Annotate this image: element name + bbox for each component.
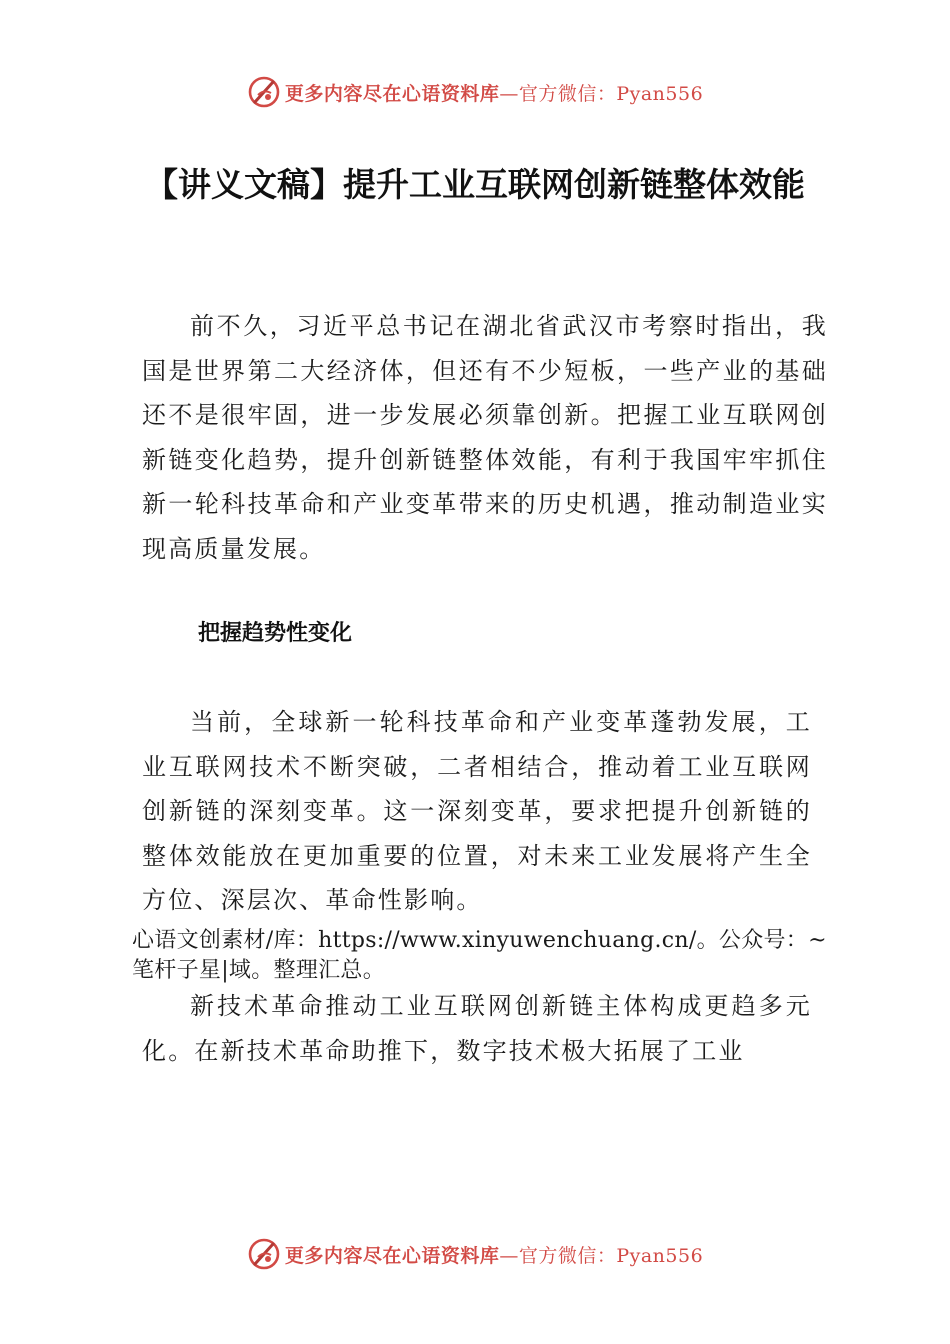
paragraph-3: 新技术革命推动工业互联网创新链主体构成更趋多元化。在新技术革命助推下，数字技术极大拓展了工业 — [142, 992, 812, 1065]
source-note: 心语文创素材/库：https://www.xinyuwenchuang.cn/。公众号：~笔杆子星|域。整理汇总。 — [132, 928, 827, 983]
banner-text: 更多内容尽在心语资料库—官方微信：Pyan556 — [284, 1244, 704, 1267]
document-title: 【讲义文稿】提升工业互联网创新链整体效能 — [145, 165, 805, 204]
footer-banner — [0, 1234, 950, 1274]
header-banner — [0, 72, 950, 112]
banner-text: 更多内容尽在心语资料库—官方微信：Pyan556 — [284, 82, 704, 105]
paragraph-1: 前不久，习近平总书记在湖北省武汉市考察时指出，我国是世界第二大经济体，但还有不少短板，一些产业的基础还不是很牢固，进一步发展必须靠创新。把握工业互联网创新链变化趋势，提升创新链整体效能，有利于我国牢牢抓住新一轮科技革命和产业变革带来的历史机遇，推动制造业实现高质量发展。 — [142, 312, 828, 563]
paragraph-2: 当前，全球新一轮科技革命和产业变革蓬勃发展，工业互联网技术不断突破，二者相结合，推动着工业互联网创新链的深刻变革。这一深刻变革，要求把提升创新链的整体效能放在更加重要的位置，对未来工业发展将产生全方位、深层次、革命性影响。 — [142, 708, 812, 914]
section-heading: 把握趋势性变化 — [198, 621, 353, 646]
brush-seal-logo-icon — [247, 75, 281, 109]
brush-seal-logo-icon — [247, 1237, 281, 1271]
